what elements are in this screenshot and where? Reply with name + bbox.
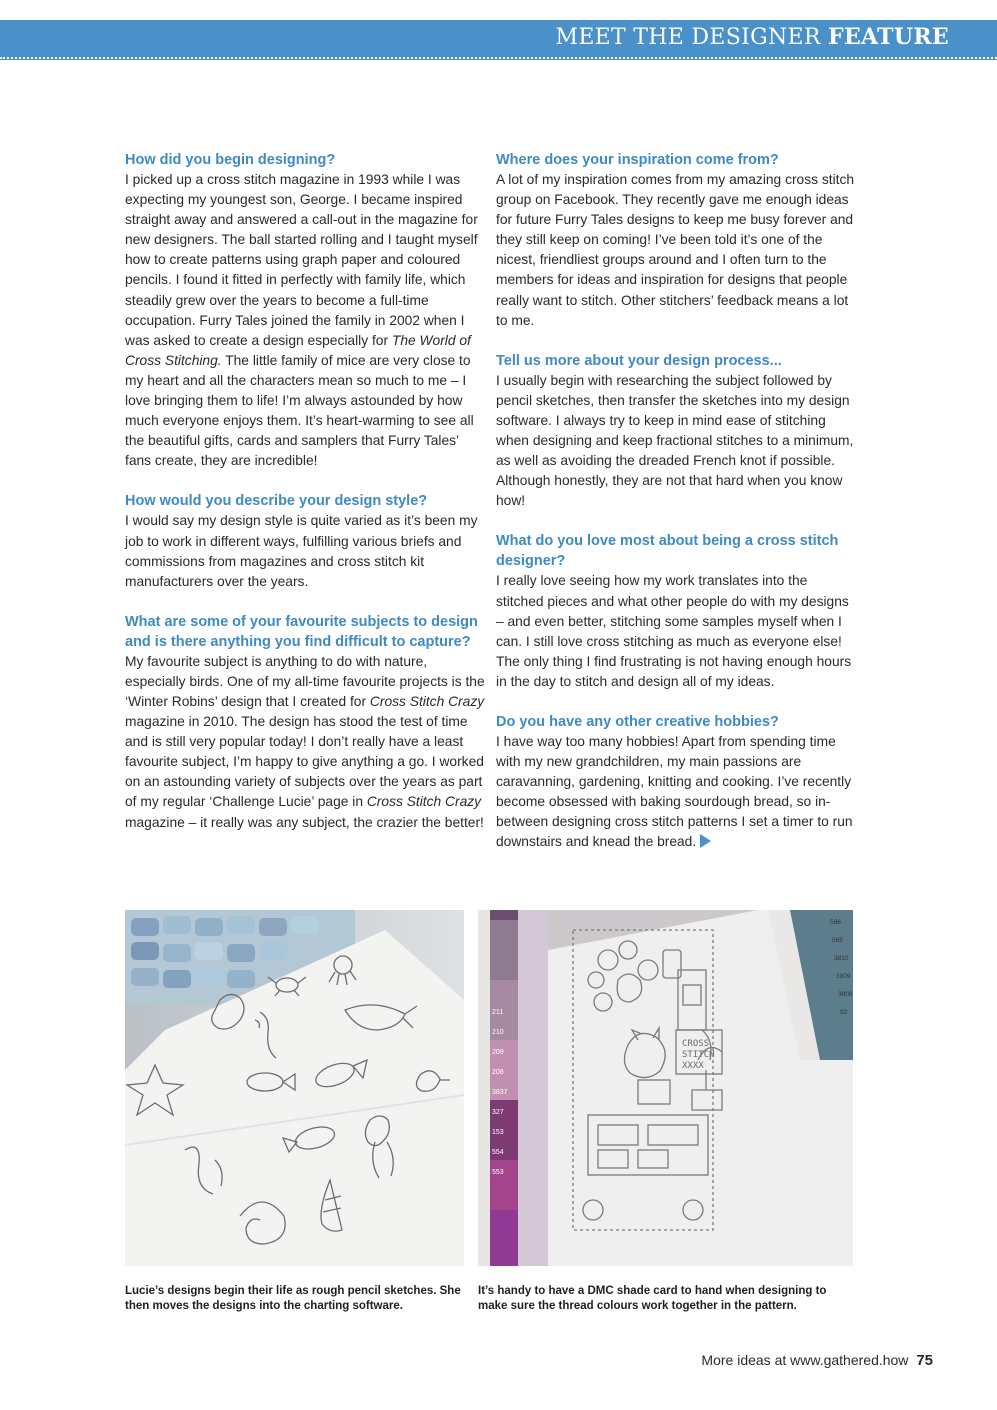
shade-number: 208 <box>492 1069 504 1076</box>
shade-number: 3809 <box>836 973 851 980</box>
shade-number: 566 <box>830 919 841 926</box>
answer-text <box>496 170 858 331</box>
answer-segment: magazine – it really was any subject, the crazier the better! <box>125 814 484 830</box>
shade-number: 554 <box>492 1149 504 1156</box>
question-heading: Where does your inspiration come from? <box>496 152 779 168</box>
right-column <box>496 150 858 873</box>
shade-number: 553 <box>492 1169 504 1176</box>
question-heading: How did you begin designing? <box>125 152 336 168</box>
left-column <box>125 150 487 853</box>
publication-title: Cross Stitch Crazy <box>366 794 482 810</box>
shade-number: 211 <box>492 1009 504 1016</box>
question-heading: What are some of your favourite subjects to design and is there anything you find difficult to capture? <box>125 613 478 650</box>
shade-number: 209 <box>492 1049 504 1056</box>
shade-number: 92 <box>840 1009 848 1016</box>
qa-block <box>125 491 487 591</box>
answer-segment: The little family of mice are very close to my heart and all the characters mean so much to me – I love bringing them to life! I’m always astounded by how much everyone enjoys them. It’s heart-warming to see all the beautiful gifts, cards and samplers that Furry Tales’ fans create, they are incredible! <box>125 352 474 469</box>
qa-block <box>496 150 858 331</box>
question-heading: Do you have any other creative hobbies? <box>496 713 779 730</box>
qa-block <box>496 351 858 512</box>
answer-segment: A lot of my inspiration comes from my amazing cross stitch group on Facebook. They recently gave me enough ideas for future Furry Tales designs to keep me busy forever and they still keep on coming! I’ve been told it’s one of the nicest, friendliest groups around and I often turn to the members for ideas and inspiration for designs that people really want to stitch. Other stitchers’ feedback means a lot to me. <box>496 172 855 328</box>
sign-text-line: STITCH <box>682 1050 715 1060</box>
answer-text <box>125 170 487 471</box>
sketches-photo <box>125 910 464 1266</box>
answer-segment: I picked up a cross stitch magazine in 1993 while I was expecting my youngest son, George. I became inspired straight away and answered a call-out in the magazine for new designers. The ball started rolling and I taught myself how to create patterns using graph paper and coloured pencils. I found it fitted in perfectly with family life, which steadily grew over the years to become a full-time occupation. Furry Tales joined the family in 2002 when I was asked to create a design especially for <box>125 172 478 348</box>
shade-number: 327 <box>492 1109 504 1116</box>
shade-number: 153 <box>492 1129 504 1136</box>
answer-segment: magazine in 2010. The design has stood the test of time and is still very popular today! I don’t really have a least favourite subject, I’m happy to give anything a go. I worked on an astounding variety of subjects over the years as part of my regular ‘Challenge Lucie’ page in <box>125 714 484 810</box>
question-heading: What do you love most about being a cross stitch designer? <box>496 533 839 570</box>
answer-segment: I have way too many hobbies! Apart from spending time with my new grandchildren, my main passions are caravanning, gardening, knitting and cooking. I’ve recently become obsessed with baking sourdough bread, so in-between designing cross stitch patterns I set a timer to run downstairs and knead the bread. <box>496 733 853 850</box>
answer-text <box>496 571 858 692</box>
shade-number: 565 <box>832 937 843 944</box>
section-name: MEET THE DESIGNER <box>555 25 821 50</box>
answer-segment: I usually begin with researching the subject followed by pencil sketches, then transfer the sketches into my design software. I always try to keep in mind ease of stitching when designing and keep fractional stitches to a minimum, as well as avoiding the dreaded French knot if possible. Although honestly, they are not that hard when you know how! <box>496 372 854 509</box>
section-header-band <box>0 20 997 60</box>
qa-block <box>496 531 858 692</box>
section-label: FEATURE <box>828 24 949 50</box>
qa-block <box>125 612 487 833</box>
answer-text <box>496 371 858 512</box>
sign-text-line: CROSS <box>682 1039 710 1049</box>
answer-text <box>496 732 858 853</box>
question-heading: Tell us more about your design process... <box>496 352 782 369</box>
dmc-shade-card-left <box>478 910 548 1266</box>
answer-text <box>125 652 487 833</box>
section-title <box>556 24 950 50</box>
shade-number: 3837 <box>492 1089 508 1096</box>
answer-segment: I would say my design style is quite varied as it’s been my job to work in different ways, fulfilling various briefs and commissions from magazines and cross stitch kit manufacturers over the years. <box>125 513 478 589</box>
question-heading: How would you describe your design style? <box>125 493 428 510</box>
qa-block <box>496 712 858 853</box>
photo-caption-left: Lucie’s designs begin their life as rough pencil sketches. She then moves the designs into the charting software. <box>125 1285 461 1312</box>
sign-text-line: XXXX <box>682 1061 704 1071</box>
page-number: 75 <box>916 1352 933 1369</box>
shade-card-photo <box>478 910 853 1266</box>
answer-segment: My favourite subject is anything to do with nature, especially birds. One of my all-time favourite projects is the ‘Winter Robins’ design that I created for <box>125 653 485 709</box>
publication-title: Cross Stitch Crazy <box>369 693 485 709</box>
shade-number: 3810 <box>834 955 849 962</box>
footer-link-text[interactable]: More ideas at www.gathered.how <box>701 1352 909 1368</box>
photo-caption-right: It’s handy to have a DMC shade card to hand when designing to make sure the thread colours work together in the pattern. <box>478 1285 827 1312</box>
shade-number: 3808 <box>838 991 853 998</box>
qa-block <box>125 150 487 471</box>
answer-segment: I really love seeing how my work translates into the stitched pieces and what other people do with my designs – and even better, stitching some samples myself when I can. I still love cross stitching as much as everyone else! The only thing I find frustrating is not having enough hours in the day to stitch and design all of my ideas. <box>496 573 852 689</box>
answer-text <box>125 511 487 591</box>
page-footer <box>701 1352 933 1369</box>
continue-arrow-icon <box>700 834 711 848</box>
publication-title: The World of Cross Stitching. <box>125 332 471 368</box>
shade-number: 210 <box>492 1029 504 1036</box>
header-dotted-rule <box>0 57 997 59</box>
